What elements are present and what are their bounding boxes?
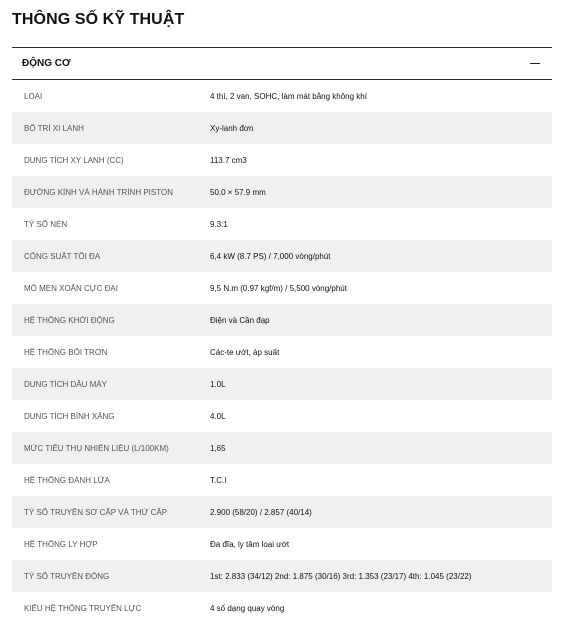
table-row <box>12 592 552 624</box>
spec-label: DUNG TÍCH BÌNH XĂNG <box>24 411 115 421</box>
page-title: THÔNG SỐ KỸ THUẬT <box>12 11 185 28</box>
table-row <box>12 272 552 304</box>
engine-section-title: ĐỘNG CƠ <box>22 58 71 69</box>
table-row <box>12 560 552 592</box>
spec-value: 2.900 (58/20) / 2.857 (40/14) <box>210 507 312 517</box>
engine-section-header[interactable] <box>12 47 552 80</box>
spec-value: 9,5 N.m (0.97 kgf/m) / 5,500 vòng/phút <box>210 283 347 293</box>
spec-label: HỆ THỐNG ĐÁNH LỬA <box>24 475 110 485</box>
spec-label: TỶ SỐ TRUYỀN SƠ CẤP VÀ THỨ CẤP <box>24 507 168 517</box>
spec-value: Điện và Cần đạp <box>210 315 270 325</box>
spec-value: 4 thì, 2 van, SOHC, làm mát bằng không khí <box>210 91 367 101</box>
spec-value: 1.0L <box>210 379 226 389</box>
table-row <box>12 432 552 464</box>
spec-value: 6,4 kW (8.7 PS) / 7,000 vòng/phút <box>210 251 331 261</box>
spec-value: 113.7 cm3 <box>210 155 247 165</box>
spec-value: Xy-lanh đơn <box>210 123 254 133</box>
spec-value: 50.0 × 57.9 mm <box>210 187 266 197</box>
spec-label: TỶ SỐ TRUYỀN ĐỘNG <box>24 571 110 581</box>
table-row <box>12 368 552 400</box>
table-row <box>12 208 552 240</box>
spec-label: HỆ THỐNG KHỞI ĐỘNG <box>24 315 115 325</box>
spec-label: DUNG TÍCH DẦU MÁY <box>24 379 107 389</box>
table-row <box>12 336 552 368</box>
spec-label: HỆ THỐNG LY HỢP <box>24 539 98 549</box>
table-row <box>12 496 552 528</box>
spec-label: KIỂU HỆ THỐNG TRUYỀN LỰC <box>24 603 142 613</box>
table-row <box>12 400 552 432</box>
table-row <box>12 144 552 176</box>
spec-value: Các-te ướt, áp suất <box>210 347 280 357</box>
table-row <box>12 112 552 144</box>
spec-value: T.C.I <box>210 475 227 485</box>
spec-label: BỐ TRÍ XI LANH <box>24 123 84 133</box>
spec-value: 4 số dạng quay vòng <box>210 603 285 613</box>
spec-label: MÔ MEN XOẮN CỰC ĐẠI <box>24 283 118 293</box>
spec-label: HỆ THỐNG BÔI TRƠN <box>24 347 108 357</box>
spec-label: MỨC TIÊU THỤ NHIÊN LIỆU (L/100KM) <box>24 443 169 453</box>
table-row <box>12 176 552 208</box>
engine-spec-section <box>12 47 552 624</box>
spec-value: 9.3:1 <box>210 219 228 229</box>
spec-label: LOẠI <box>24 91 43 101</box>
table-row <box>12 304 552 336</box>
spec-value: 1st: 2.833 (34/12) 2nd: 1.875 (30/16) 3rd: 1.353 (23/17) 4th: 1.045 (23/22) <box>210 571 472 581</box>
spec-value: 1,65 <box>210 443 226 453</box>
spec-table <box>12 80 552 624</box>
table-row <box>12 464 552 496</box>
minus-icon[interactable] <box>530 63 540 65</box>
spec-value: 4.0L <box>210 411 226 421</box>
spec-label: TỶ SỐ NÉN <box>24 219 68 229</box>
table-row <box>12 240 552 272</box>
table-row <box>12 80 552 112</box>
table-row <box>12 528 552 560</box>
spec-value: Đa đĩa, ly tâm loại ướt <box>210 539 290 549</box>
spec-label: CÔNG SUẤT TỐI ĐA <box>24 251 101 261</box>
spec-label: ĐƯỜNG KÍNH VÀ HÀNH TRÌNH PISTON <box>24 187 173 197</box>
spec-label: DUNG TÍCH XY LANH (CC) <box>24 155 124 165</box>
